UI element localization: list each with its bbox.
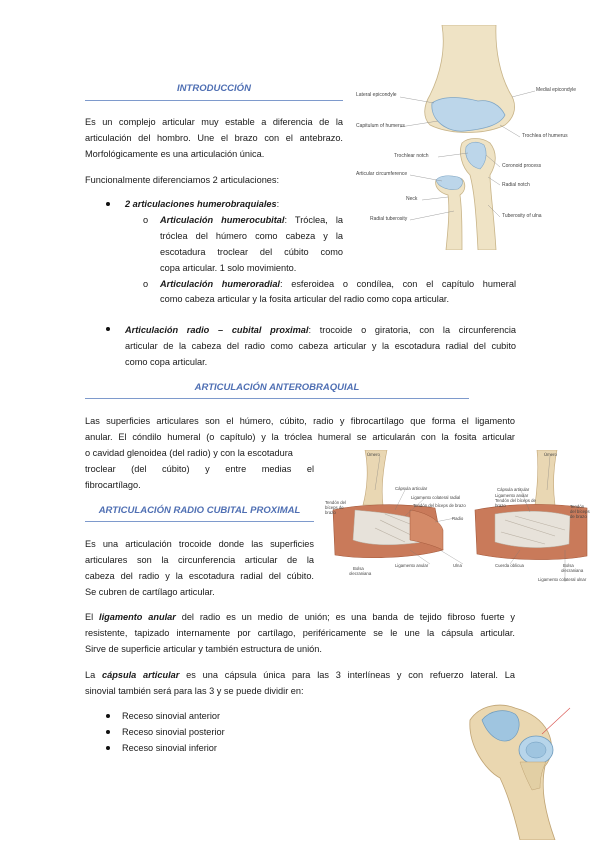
capsula-line-2: sinovial también será para las 3 y se puede dividir en: — [85, 686, 304, 696]
elbow-bones-figure — [350, 25, 590, 250]
antebraquial-heading-rule — [85, 398, 469, 399]
bullet-dot — [106, 202, 110, 206]
sub-humerocubital-line-3: escotadura troclear del cúbito como — [160, 247, 343, 257]
label-tendon-biceps-mid: Tendón del bíceps de brazo — [413, 503, 466, 508]
label-radial-tuberosity: Radial tuberosity — [370, 216, 408, 222]
ligamento-line-3: Sirve de superficie articular y también estructura de unión. — [85, 644, 322, 654]
label-radial-notch: Radial notch — [502, 182, 530, 188]
label-tendon-far-1: Tendón — [570, 504, 585, 509]
label-neck: Neck — [406, 196, 418, 202]
antebraquial-line-4: troclear (del cúbito) y entre medias el — [85, 464, 314, 474]
label-bolsa-olecraniana-left-2: olecraniana — [349, 571, 372, 576]
label-tendon-biceps-left-2: bíceps de — [325, 505, 344, 510]
sub-humeroradial-text-1: : esferoidea o condílea, con el capítulo humeral — [279, 279, 516, 289]
label-medial-epicondyle: Medial epicondyle — [536, 87, 577, 93]
elbow-ligaments-figure — [325, 450, 593, 585]
list-item: Receso sinovial inferior — [122, 743, 217, 753]
bullet-radiocubital-title: Articulación radio – cubital proximal — [125, 325, 309, 335]
capsula-text-1: es una cápsula única para las 3 interlíneas y con refuerzo lateral. La — [179, 670, 515, 680]
ligamento-line-2: resistente, tapizado internamente por cartílago, periféricamente se le une la cápsula articular. — [85, 628, 515, 638]
proximal-line-1: Es una articulación trocoide donde las superficies — [85, 539, 314, 549]
proximal-line-3: cabeza del radio y la escotadura radial del cúbito. — [85, 571, 314, 581]
bullet-radiocubital-line-1 — [125, 322, 516, 339]
bullet-dot — [106, 730, 110, 734]
intro-line-3: Morfológicamente es una articulación única. — [85, 149, 265, 159]
label-radio: Radio — [452, 516, 464, 521]
label-bolsa-right-1: Bolsa — [563, 563, 574, 568]
capsula-line-1 — [85, 667, 515, 684]
sub-marker: o — [143, 279, 149, 289]
label-trochlear-notch: Trochlear notch — [394, 153, 429, 159]
ligamento-text-1: del radio es un medio de unión; es una banda de tejido fibroso fuerte y — [175, 612, 515, 622]
sub-humeroradial-line-2: como cabeza articular y la fosita articular del radio como copa articular. — [160, 294, 450, 304]
sub-humerocubital-line-2: tróclea del húmero como cabeza y la — [160, 231, 343, 241]
sub-humerocubital-line-4: copa articular. 1 solo movimiento. — [160, 263, 297, 273]
proximal-heading: ARTICULACIÓN RADIO CUBITAL PROXIMAL — [98, 505, 301, 516]
bullet-humerobraquiales-colon: : — [276, 199, 280, 209]
label-lig-col-radial: Ligamento colateral radial — [411, 495, 461, 500]
label-lig-col-ulnar: Ligamento colateral ulnar — [538, 577, 587, 582]
antebraquial-line-2: anular. El cóndilo humeral (o capítulo) y la tróclea humeral se articularán con la fosita articular — [85, 432, 515, 442]
ligamento-prefix: El — [85, 612, 100, 622]
capsula-term: cápsula articular — [102, 670, 180, 680]
label-capsula-right: Cápsula articular — [497, 487, 530, 492]
intro-heading: INTRODUCCIÓN — [177, 83, 251, 94]
antebraquial-line-1: Las superficies articulares son el húmero, cúbito, radio y fibrocartílago que forma el ligamento — [85, 416, 515, 426]
label-cuerda-oblicua: Cuerda oblicua — [495, 563, 524, 568]
antebraquial-line-5: fibrocartílago. — [85, 480, 141, 490]
ligamento-line-1 — [85, 609, 515, 626]
bullet-humerobraquiales-title: 2 articulaciones humerobraquiales — [125, 199, 277, 209]
label-tendon-biceps-left-1: Tendón del — [325, 500, 347, 505]
intro-heading-rule — [85, 100, 343, 101]
radioulnar-joint-illustration — [460, 700, 580, 840]
antebraquial-line-3: o cavidad glenoidea (del radio) y con la escotadura — [85, 448, 293, 458]
label-tendon-right-1: Tendón del bíceps de — [495, 498, 536, 503]
intro-line-1: Es un complejo articular muy estable a diferencia de la — [85, 117, 343, 127]
intro-line-2: articulación del hombro. Une el brazo con el antebrazo. — [85, 133, 343, 143]
sub-humerocubital-line-1 — [160, 212, 343, 229]
label-tendon-right-2: brazo — [495, 503, 506, 508]
label-trochlea: Trochlea of humerus — [522, 133, 568, 139]
label-capitulum: Capitulum of humerus — [356, 123, 405, 129]
bullet-dot — [106, 714, 110, 718]
sub-humeroradial-title: Articulación humeroradial — [160, 279, 280, 289]
label-articular-circumference: Articular circumference — [356, 171, 408, 177]
bullet-radiocubital-line-3: como copa articular. — [125, 357, 208, 367]
proximal-heading-rule — [85, 521, 314, 522]
label-lig-anular: Ligamento anular — [395, 563, 429, 568]
bullet-dot — [106, 327, 110, 331]
sub-humerocubital-text-1: : Tróclea, la — [284, 215, 343, 225]
label-ulna: Ulna — [453, 563, 462, 568]
proximal-line-2: articulares son la circunferencia articular de la — [85, 555, 314, 565]
capsula-prefix: La — [85, 670, 103, 680]
sub-marker: o — [143, 215, 149, 225]
label-tendon-far-3: de brazo — [570, 514, 587, 519]
label-bolsa-olecraniana-left-1: Bolsa — [353, 566, 364, 571]
label-capsula-left: Cápsula articular — [395, 486, 428, 491]
label-lig-anular-right: Ligamento anular — [495, 493, 529, 498]
radioulnar-joint-figure — [460, 700, 580, 840]
label-bolsa-right-2: olecraniana — [561, 568, 584, 573]
label-tendon-far-2: del bíceps — [570, 509, 590, 514]
label-coronoid: Coronoid process — [502, 163, 542, 169]
intro-functional: Funcionalmente diferenciamos 2 articulaciones: — [85, 175, 280, 185]
sub-humerocubital-title: Articulación humerocubital — [160, 215, 285, 225]
ligamento-term: ligamento anular — [99, 612, 176, 622]
list-item: Receso sinovial posterior — [122, 727, 225, 737]
label-humero-right: Úmero — [544, 452, 557, 457]
bullet-radiocubital-line-2: articular de la cabeza del radio como cabeza articular y la escotadura radial del cubito — [125, 341, 516, 351]
label-lateral-epicondyle: Lateral epicondyle — [356, 92, 397, 98]
bullet-humerobraquiales — [125, 196, 279, 213]
label-tendon-biceps-left-3: brazo — [325, 510, 336, 515]
label-tuberosity-ulna: Tuberosity of ulna — [502, 213, 542, 219]
bullet-dot — [106, 746, 110, 750]
antebraquial-heading: ARTICULACIÓN ANTEROBRAQUIAL — [194, 382, 360, 393]
label-humero-left: Úmero — [367, 452, 380, 457]
proximal-line-4: Se cubren de cartílago articular. — [85, 587, 215, 597]
list-item: Receso sinovial anterior — [122, 711, 221, 721]
bullet-radiocubital-text-1: : trocoide o giratoria, con la circunferencia — [308, 325, 516, 335]
